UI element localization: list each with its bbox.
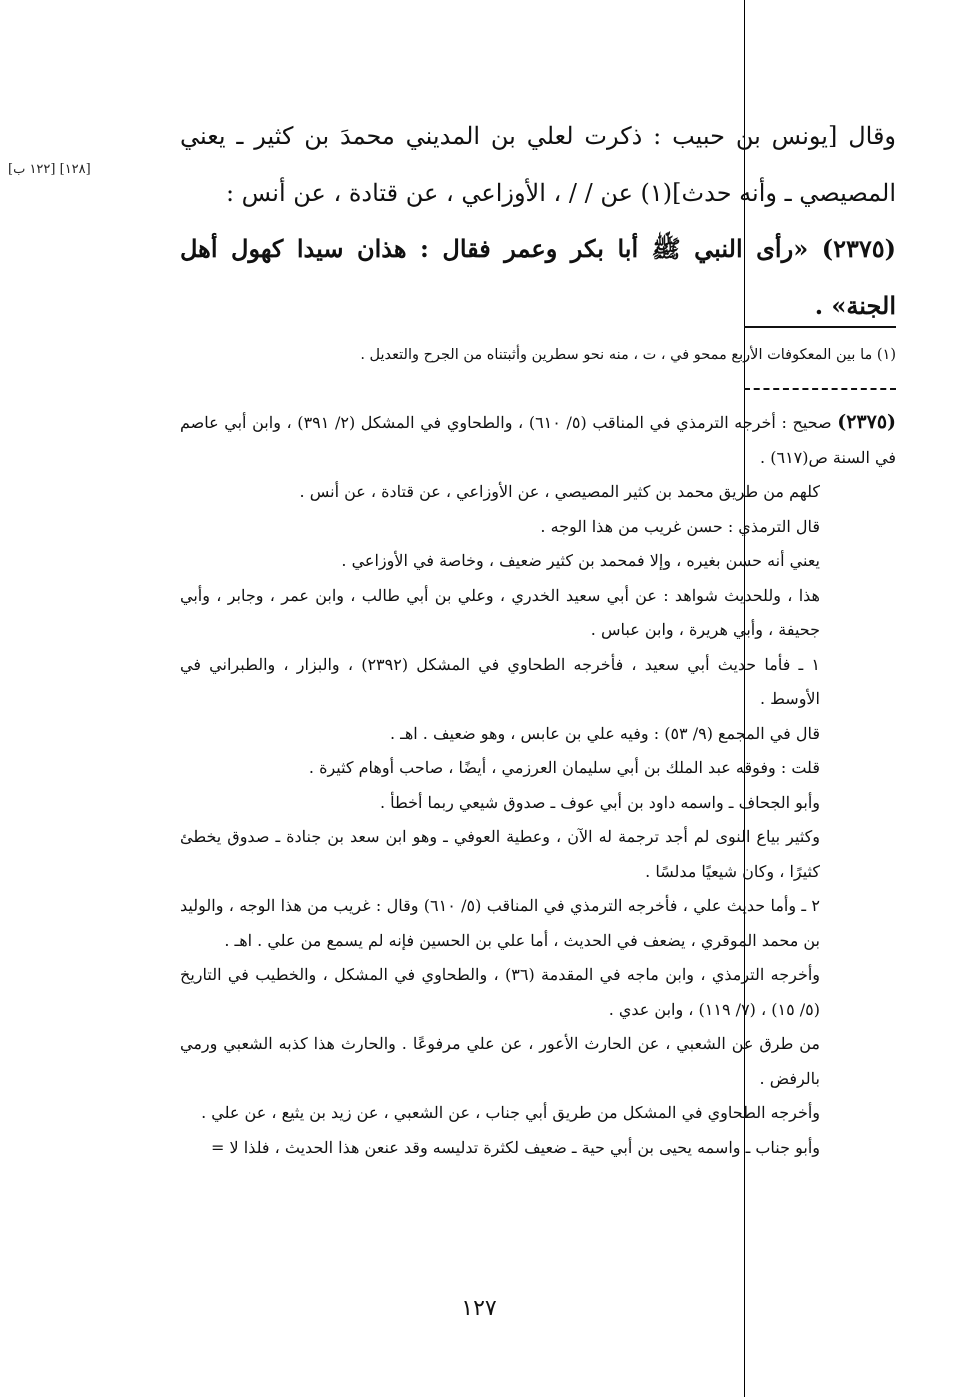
commentary-line: وكثير بياع النوى لم أجد ترجمة له الآن ، وعطية العوفي ـ وهو ابن سعد بن جنادة ـ صدوق يخطئ كثيرًا ، وكان شيعيًا مدلسًا .: [180, 827, 820, 881]
hadith-text: «رأى النبي ﷺ أبا بكر وعمر فقال : هذان سيدا كهول أهل الجنة» .: [180, 234, 896, 320]
commentary-line: وأخرجه الترمذي ، وابن ماجه في المقدمة (٣٦) ، والطحاوي في المشكل ، والخطيب في التاريخ (٥/ ١٥) ، (٧/ ١١٩) ، وابن عدي .: [180, 965, 821, 1019]
commentary-line: هذا ، وللحديث شواهد : عن أبي سعيد الخدري ، وعلي بن أبي طالب ، وابن عمر ، وجابر ، وأبي جحيفة ، وأبي هريرة ، وابن عباس .: [180, 585, 820, 639]
commentary-line: يعني أنه حسن بغيره ، وإلا فمحمد بن كثير ضعيف ، وخاصة في الأوزاعي .: [341, 551, 820, 570]
commentary-line-1: (٢٣٧٥) صحيح : أخرجه الترمذي في المناقب (٥/ ٦١٠) ، والطحاوي في المشكل (٢/ ٣٩١) ، وابن أبي عاصم في السنة ص(٦١٧) .: [180, 411, 897, 467]
commentary-line: وأخرجه الطحاوي في المشكل من طريق أبي جناب ، عن الشعبي ، عن زيد بن يثيع ، عن علي .: [201, 1103, 820, 1122]
footnote-1: (١) ما بين المعكوفات الأربع ممحو في ، ت ، منه نحو سطرين وأثبتناه من الجرح والتعديل .: [360, 347, 896, 363]
hadith-number: (٢٣٧٥): [821, 234, 896, 263]
page-number: ١٢٧: [461, 1296, 497, 1321]
footnote-separator: [744, 326, 896, 328]
commentary-separator: [744, 388, 896, 390]
isnad-intro: وقال [يونس بن حبيب : ذكرت لعلي بن المديني محمدَ بن كثير ـ يعني المصيصي ـ وأنه حدث](١) عن / / ، الأوزاعي ، عن قتادة ، عن أنس :: [180, 122, 897, 207]
commentary-line: ٢ ـ وأما حديث علي ، فأخرجه الترمذي في المناقب (٥/ ٦١٠) وقال : غريب من هذا الوجه ، والوليد بن محمد الموقري ، يضعف في الحديث ، أما علي بن الحسين فإنه لم يسمع من علي . اهـ .: [180, 896, 821, 950]
commentary-line: من طرق عن الشعبي ، عن الحارث الأعور ، عن علي مرفوعًا . والحارث هذا كذبه الشعبي ورمي بالرفض .: [180, 1034, 820, 1088]
commentary-line: قال في المجمع (٩/ ٥٣) : وفيه علي بن عابس ، وهو ضعيف . اهـ .: [389, 723, 820, 743]
hadith-2375: [180, 220, 896, 334]
commentary-line: ١ ـ فأما حديث أبي سعيد ، فأخرجه الطحاوي في المشكل (٢٣٩٢) ، والبزار ، والطبراني في الأوسط .: [180, 654, 821, 708]
commentary-line: قال الترمذي : حسن غريب من هذا الوجه .: [540, 516, 820, 536]
commentary-number: (٢٣٧٥): [837, 411, 897, 433]
commentary-line: كلهم من طريق محمد بن كثير المصيصي ، عن الأوزاعي ، عن قتادة ، عن أنس .: [299, 482, 820, 501]
manuscript-folio-reference: [١٢٨] [١٢٢ ب]: [8, 162, 91, 177]
commentary-line: وأبو جناب ـ واسمه يحيى بن أبي حية ـ ضعيف لكثرة تدليسه وقد عنعن هذا الحديث ، فلذا لا =: [211, 1137, 820, 1157]
takhrij-commentary: [180, 405, 896, 1165]
main-text-block: [180, 108, 896, 334]
commentary-line: وأبو الجحاف ـ واسمه داود بن أبي عوف ـ صدوق شيعي ربما أخطأ .: [379, 792, 820, 812]
commentary-line: قلت : وفوقه عبد الملك بن أبي سليمان العرزمي ، أيضًا ، صاحب أوهام كثيرة .: [308, 758, 820, 777]
